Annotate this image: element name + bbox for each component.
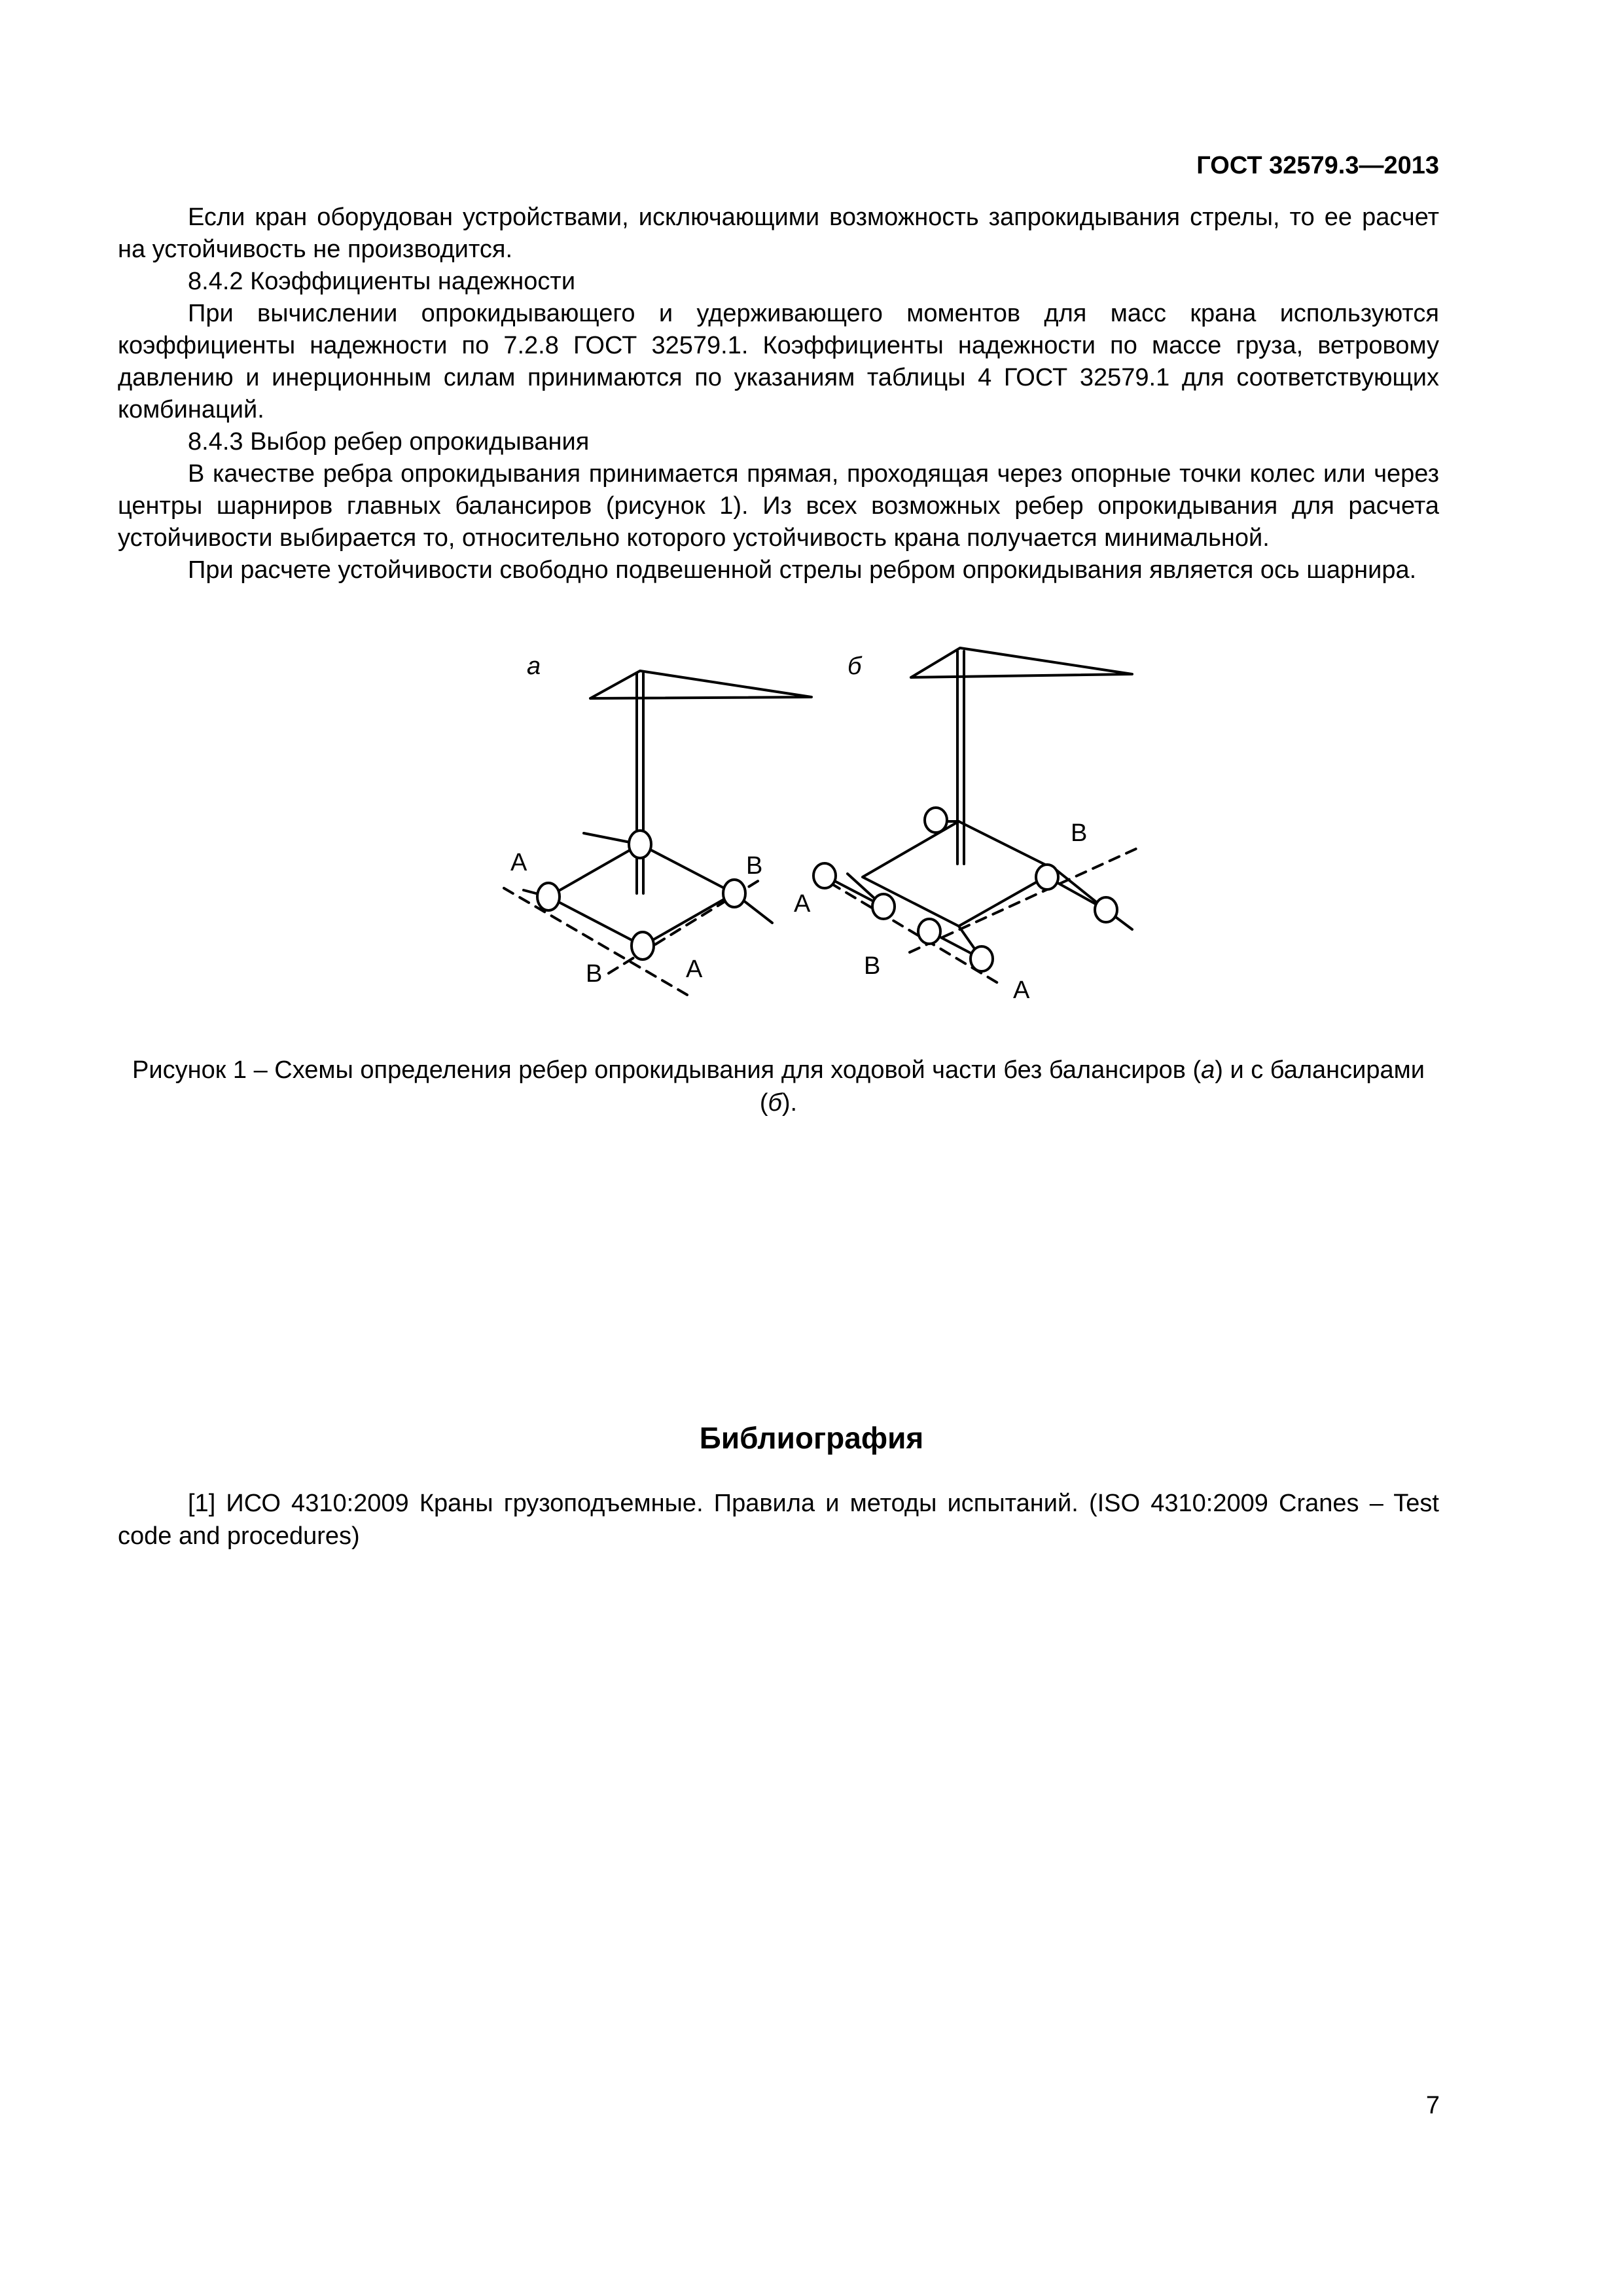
section-heading-8-4-3: 8.4.3 Выбор ребер опрокидывания [188, 428, 590, 456]
panel-b-crane [813, 648, 1139, 985]
overturning-edges-diagram [484, 645, 1145, 1011]
bibliography-list [118, 1487, 1439, 1552]
page-number: 7 [1425, 2092, 1440, 2119]
edge-label-a: А [1013, 977, 1030, 1004]
caption-middle: ) и с балансирами ( [759, 1056, 1425, 1117]
edge-label-b: В [1071, 819, 1088, 847]
edge-label-b: В [864, 952, 881, 980]
body-text [118, 202, 1439, 586]
caption-b: б [768, 1089, 782, 1117]
caption-suffix: ). [781, 1089, 798, 1117]
edge-label-b: В [586, 960, 603, 988]
panel-b-label: б [847, 653, 862, 680]
paragraph: Если кран оборудован устройствами, исключающими возможность запрокидывания стрелы, то ее расчет на устойчивость не производится. [118, 204, 1439, 263]
figure-caption [118, 1054, 1439, 1119]
standard-designation: ГОСТ 32579.3—2013 [1196, 152, 1439, 179]
edge-label-b: В [746, 852, 763, 880]
bibliography-entry: [1] ИСО 4310:2009 Краны грузоподъемные. Правила и методы испытаний. (ISO 4310:2009 Cranes – Test code and procedures) [118, 1490, 1439, 1550]
section-heading-8-4-2: 8.4.2 Коэффициенты надежности [188, 268, 576, 295]
bibliography-title: Библиография [699, 1421, 924, 1455]
paragraph: В качестве ребра опрокидывания принимается прямая, проходящая через опорные точки колес или через центры шарниров главных балансиров (рисунок 1). Из всех возможных ребер опрокидывания для расчета устойчивости выбирается то, относительно которого устойчивость крана получается минимальной. [118, 460, 1439, 552]
edge-label-a: А [510, 849, 527, 876]
paragraph: При расчете устойчивости свободно подвешенной стрелы ребром опрокидывания является ось шарнира. [188, 556, 1417, 584]
caption-prefix: Рисунок 1 – Схемы определения ребер опрокидывания для ходовой части без балансиров ( [132, 1056, 1202, 1084]
panel-a-crane [504, 671, 812, 995]
figure-1 [484, 645, 1145, 1011]
edge-label-a: А [794, 890, 811, 918]
edge-label-a: А [686, 956, 703, 983]
paragraph: При вычислении опрокидывающего и удерживающего моментов для масс крана используются коэффициенты надежности по 7.2.8 ГОСТ 32579.1. Коэффициенты надежности по массе груза, ветровому давлению и инерционным силам принимаются по указаниям таблицы 4 ГОСТ 32579.1 для соответствующих комбинаций. [118, 300, 1439, 423]
panel-a-label: а [527, 653, 541, 680]
caption-a: а [1201, 1056, 1215, 1084]
